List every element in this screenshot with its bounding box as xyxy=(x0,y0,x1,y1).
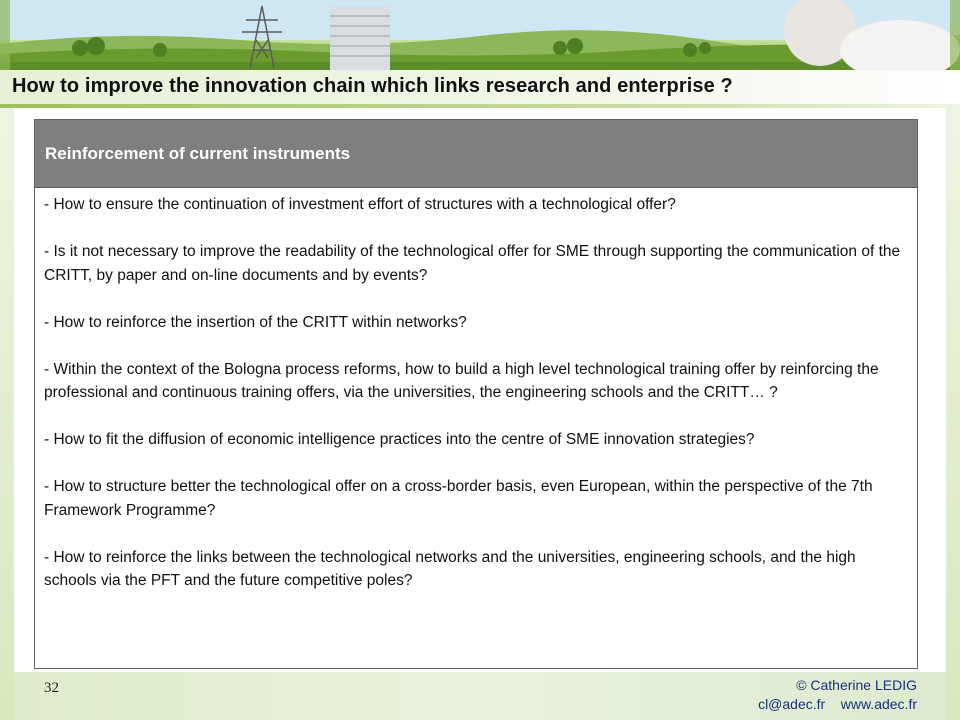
contact-line xyxy=(758,695,917,714)
email-link[interactable]: cl@adec.fr xyxy=(758,696,826,712)
page-number: 32 xyxy=(44,680,59,696)
paragraph-2: - Is it not necessary to improve the readability of the technological offer for SME through supporting the communication of the CRITT, by paper and on-line documents and by events? xyxy=(44,243,901,284)
paragraph-6: - How to structure better the technological offer on a cross-border basis, even European, within the perspective of the 7th Framework Programme? xyxy=(44,478,873,519)
landscape-banner-image xyxy=(0,0,960,72)
paragraph-7: - How to reinforce the links between the technological networks and the universities, engineering schools, and the high schools via the PFT and the future competitive poles? xyxy=(44,548,856,589)
website-link[interactable]: www.adec.fr xyxy=(840,696,917,712)
paragraph-5: - How to fit the diffusion of economic intelligence practices into the centre of SME innovation strategies? xyxy=(44,431,755,448)
paragraph-4: - Within the context of the Bologna process reforms, how to build a high level technological training offer by reinforcing the professional and continuous training offers, via the universities, the engineering schools and the CRITT… ? xyxy=(44,360,879,401)
right-side-bar xyxy=(946,108,960,720)
content-body xyxy=(44,193,904,616)
paragraph-3: - How to reinforce the insertion of the CRITT within networks? xyxy=(44,313,467,331)
slide-title: How to improve the innovation chain which links research and enterprise ? xyxy=(12,75,733,97)
header-banner-image xyxy=(0,0,960,72)
copyright-text: © Catherine LEDIG xyxy=(796,677,917,693)
section-header xyxy=(35,120,917,188)
title-divider xyxy=(0,104,960,108)
left-side-bar xyxy=(0,108,14,720)
paragraph-1: - How to ensure the continuation of investment effort of structures with a technological offer? xyxy=(44,196,676,213)
copyright-block xyxy=(758,676,917,714)
section-heading: Reinforcement of current instruments xyxy=(45,144,351,163)
